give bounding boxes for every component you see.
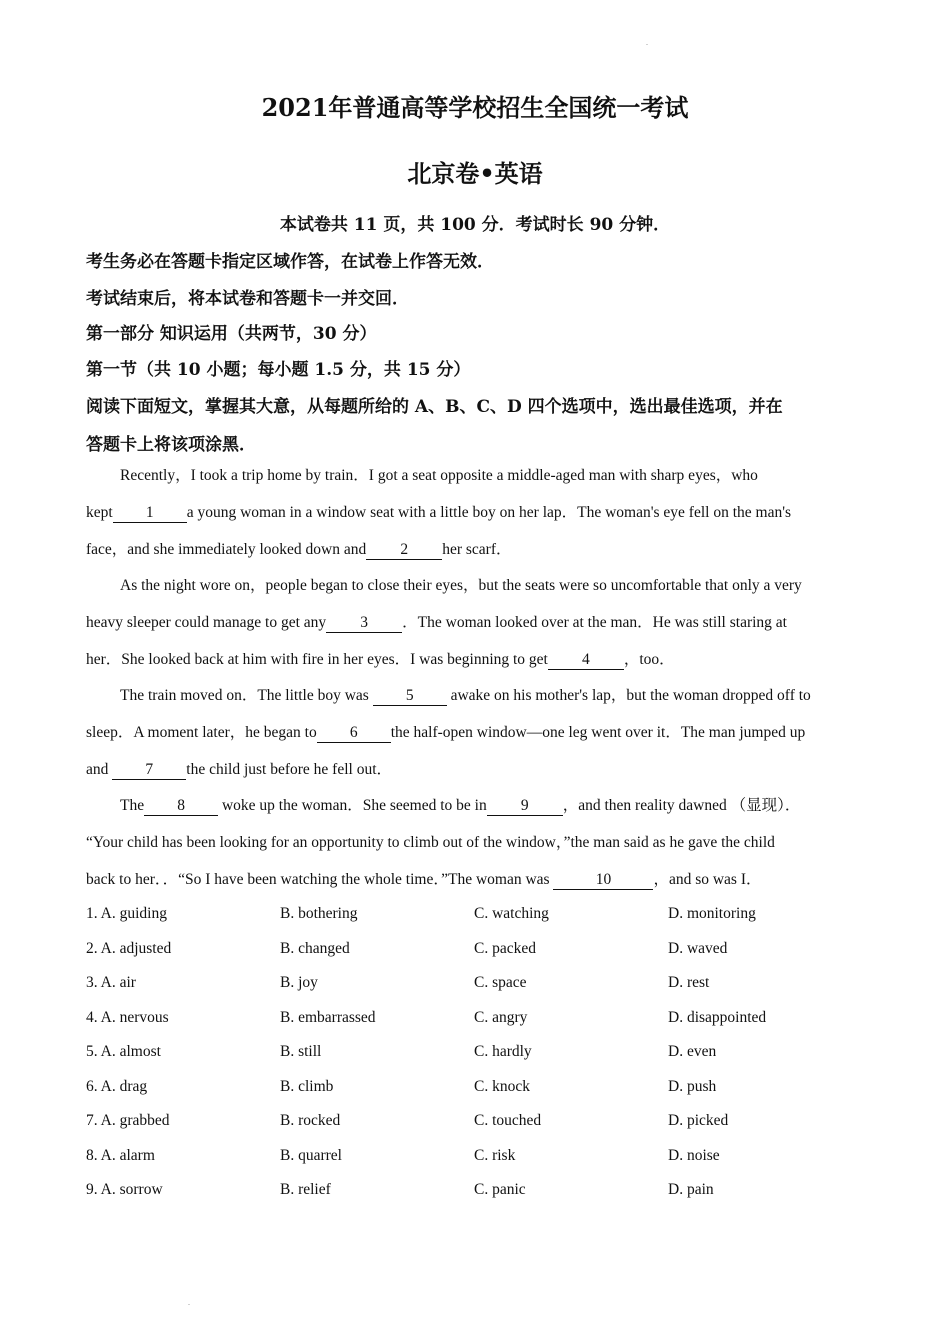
blank-1[interactable]: 1 xyxy=(113,504,187,523)
option-b[interactable]: B. climb xyxy=(280,1077,334,1095)
instruction-line: 考试结束后，将本试卷和答题卡一并交回． xyxy=(86,289,409,309)
option-a[interactable]: 9. A. sorrow xyxy=(86,1181,163,1198)
option-a[interactable]: 1. A. guiding xyxy=(86,905,167,922)
option-b[interactable]: B. bothering xyxy=(280,905,358,922)
option-d[interactable]: D. rest xyxy=(668,974,710,991)
blank-2[interactable]: 2 xyxy=(366,541,442,560)
option-c[interactable]: C. hardly xyxy=(474,1043,532,1060)
option-a[interactable]: 6. A. drag xyxy=(86,1077,148,1095)
question-row xyxy=(86,1004,876,1039)
passage-paragraph-2 xyxy=(86,567,866,678)
question-row xyxy=(86,1142,876,1177)
option-c[interactable]: C. watching xyxy=(474,905,549,922)
option-c[interactable]: C. risk xyxy=(474,1146,516,1164)
question-row xyxy=(86,1107,876,1142)
blank-5[interactable]: 5 xyxy=(373,687,447,706)
option-a[interactable]: 3. A. air xyxy=(86,974,136,991)
blank-3[interactable]: 3 xyxy=(326,614,402,633)
option-a[interactable]: 2. A. adjusted xyxy=(86,939,172,957)
option-b[interactable]: B. quarrel xyxy=(280,1146,342,1164)
passage-line: The train moved on．The little boy was 5 awake on his mother's lap，but the woman dropped off to xyxy=(120,687,811,704)
passage-line: The 8 woke up the woman．She seemed to be in 9 ，and then reality dawned （显现）． xyxy=(120,797,801,814)
passage-line: sleep．A moment later，he began to 6 the half-open window—one leg went over it．The man jumped up xyxy=(86,724,806,741)
option-a[interactable]: 4. A. nervous xyxy=(86,1008,169,1026)
exam-title: 2021年普通高等学校招生全国统一考试 xyxy=(261,93,689,122)
passage-line: and 7 the child just before he fell out． xyxy=(86,761,393,778)
passage-line: her．She looked back at him with fire in her eyes．I was beginning to get 4 ，too． xyxy=(86,651,675,668)
passage-line: back to her．．“So I have been watching the whole time．”The woman was 10 ，and so was I． xyxy=(86,871,762,888)
option-b[interactable]: B. relief xyxy=(280,1181,331,1198)
option-b[interactable]: B. rocked xyxy=(280,1112,341,1129)
section-heading: 第一节（共 10 小题；每小题 1.5 分，共 15 分） xyxy=(86,360,471,380)
option-d[interactable]: D. monitoring xyxy=(668,905,756,922)
passage-line: As the night wore on，people began to close their eyes，but the seats were so uncomfortable that only a very xyxy=(120,577,802,594)
passage-paragraph-3 xyxy=(86,677,866,788)
question-row xyxy=(86,1073,876,1108)
option-c[interactable]: C. packed xyxy=(474,939,536,957)
option-a[interactable]: 7. A. grabbed xyxy=(86,1112,170,1129)
passage-line: “Your child has been looking for an opportunity to climb out of the window，”the man said as he gave the child xyxy=(86,834,775,851)
passage-paragraph-1 xyxy=(86,457,866,568)
option-c[interactable]: C. panic xyxy=(474,1181,526,1198)
passage-line: heavy sleeper could manage to get any 3 ．The woman looked over at the man．He was still staring at xyxy=(86,614,787,631)
passage-line: kept 1 a young woman in a window seat with a little boy on her lap．The woman's eye fell on the man's xyxy=(86,504,792,521)
option-c[interactable]: C. angry xyxy=(474,1008,528,1026)
option-c[interactable]: C. space xyxy=(474,974,527,991)
question-row xyxy=(86,935,876,970)
passage-paragraph-4 xyxy=(86,787,866,898)
question-row xyxy=(86,1176,876,1211)
option-c[interactable]: C. knock xyxy=(474,1077,530,1095)
part-heading: 第一部分 知识运用（共两节，30 分） xyxy=(86,324,377,344)
blank-4[interactable]: 4 xyxy=(548,651,624,670)
option-d[interactable]: D. picked xyxy=(668,1112,729,1129)
scan-dot: . xyxy=(188,1298,190,1307)
blank-7[interactable]: 7 xyxy=(112,761,186,780)
passage-line: Recently，I took a trip home by train．I got a seat opposite a middle-aged man with sharp eyes，who xyxy=(120,467,758,484)
option-b[interactable]: B. still xyxy=(280,1043,322,1060)
option-d[interactable]: D. pain xyxy=(668,1181,714,1198)
option-d[interactable]: D. waved xyxy=(668,939,728,957)
option-d[interactable]: D. even xyxy=(668,1043,717,1060)
option-d[interactable]: D. disappointed xyxy=(668,1008,767,1026)
option-d[interactable]: D. noise xyxy=(668,1146,720,1164)
option-b[interactable]: B. embarrassed xyxy=(280,1008,376,1026)
question-row xyxy=(86,1038,876,1073)
option-c[interactable]: C. touched xyxy=(474,1112,542,1129)
directions-line: 答题卡上将该项涂黑． xyxy=(86,435,256,455)
blank-10[interactable]: 10 xyxy=(553,871,653,890)
exam-subtitle: 北京卷•英语 xyxy=(407,159,543,188)
question-options xyxy=(86,900,876,1211)
scan-dot: . xyxy=(646,38,648,47)
directions-line: 阅读下面短文，掌握其大意，从每题所给的 A、B、C、D 四个选项中，选出最佳选项，并在 xyxy=(86,397,783,417)
instruction-line: 考生务必在答题卡指定区域作答，在试卷上作答无效． xyxy=(86,252,494,272)
option-a[interactable]: 5. A. almost xyxy=(86,1043,161,1060)
option-b[interactable]: B. changed xyxy=(280,939,350,957)
passage-line: face，and she immediately looked down and 2 her scarf． xyxy=(86,541,512,558)
question-row xyxy=(86,900,876,935)
blank-8[interactable]: 8 xyxy=(144,797,218,816)
blank-6[interactable]: 6 xyxy=(317,724,391,743)
option-d[interactable]: D. push xyxy=(668,1077,717,1095)
option-a[interactable]: 8. A. alarm xyxy=(86,1146,155,1164)
option-b[interactable]: B. joy xyxy=(280,974,318,991)
blank-9[interactable]: 9 xyxy=(487,797,563,816)
question-row xyxy=(86,969,876,1004)
exam-info: 本试卷共 11 页，共 100 分．考试时长 90 分钟． xyxy=(279,215,671,235)
